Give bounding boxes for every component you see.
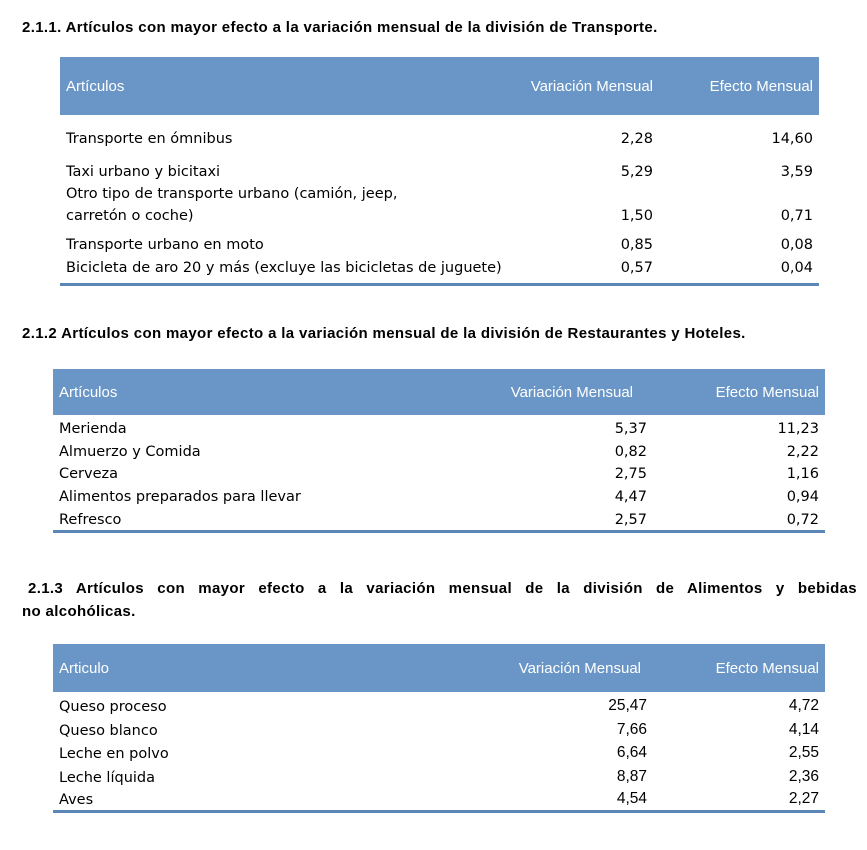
table-row	[53, 437, 825, 460]
table-row	[53, 505, 825, 531]
table-row	[53, 692, 825, 715]
item-name: Taxi urbano y bicitaxi	[66, 164, 221, 180]
monthly-variation: 2,57	[493, 505, 653, 531]
monthly-effect: 0,71	[780, 208, 813, 224]
column-header-articles: Artículos	[60, 57, 512, 115]
item-name: Queso blanco	[59, 723, 158, 739]
item-name: Transporte urbano en moto	[66, 237, 264, 253]
monthly-variation: 4,47	[614, 489, 647, 505]
monthly-variation: 6,64	[616, 744, 647, 761]
item-name: Refresco	[53, 505, 493, 531]
column-header-monthly-variation: Variación Mensual	[493, 369, 653, 415]
monthly-variation: 4,54	[493, 786, 653, 811]
monthly-effect: 4,72	[788, 697, 819, 714]
restaurants-table	[53, 369, 825, 533]
monthly-effect: 0,94	[786, 489, 819, 505]
section-3-title	[22, 577, 857, 623]
monthly-variation: 1,50	[620, 208, 653, 224]
table-row	[53, 460, 825, 482]
monthly-effect: 2,55	[788, 744, 819, 761]
monthly-effect: 2,36	[788, 768, 819, 785]
table-row	[53, 715, 825, 739]
column-header-monthly-effect: Efecto Mensual	[653, 369, 825, 415]
monthly-effect: 0,72	[653, 505, 825, 531]
monthly-effect: 14,60	[771, 131, 813, 147]
item-name: Queso proceso	[59, 699, 167, 715]
table-row	[60, 115, 819, 154]
monthly-effect: 0,04	[659, 256, 819, 284]
monthly-effect: 3,59	[780, 164, 813, 180]
section-2-title: 2.1.2 Artículos con mayor efecto a la variación mensual de la división de Restaurantes y Hoteles.	[22, 325, 746, 342]
item-name: Almuerzo y Comida	[59, 444, 201, 460]
monthly-variation: 7,66	[616, 721, 647, 738]
monthly-variation: 5,29	[620, 164, 653, 180]
monthly-variation: 8,87	[616, 768, 647, 785]
monthly-variation: 0,85	[620, 237, 653, 253]
monthly-effect: 1,16	[786, 466, 819, 482]
item-name: Cerveza	[59, 466, 119, 482]
section-3-title-line-2: no alcohólicas.	[22, 603, 136, 620]
monthly-effect: 4,14	[788, 721, 819, 738]
monthly-variation: 2,28	[620, 131, 653, 147]
monthly-effect: 11,23	[777, 421, 819, 437]
table-row	[60, 183, 819, 227]
column-header-article: Articulo	[53, 644, 493, 692]
table-row	[53, 786, 825, 811]
item-name: Transporte en ómnibus	[66, 131, 233, 147]
table-row	[60, 256, 819, 284]
section-1-title: 2.1.1. Artículos con mayor efecto a la variación mensual de la división de Transporte.	[22, 19, 658, 36]
monthly-variation: 0,82	[614, 444, 647, 460]
item-name: Otro tipo de transporte urbano (camión, jeep, carretón o coche)	[66, 186, 398, 224]
column-header-articles: Artículos	[53, 369, 493, 415]
item-name: Bicicleta de aro 20 y más (excluye las bicicletas de juguete)	[60, 256, 512, 284]
monthly-variation: 0,57	[512, 256, 659, 284]
column-header-monthly-effect: Efecto Mensual	[653, 644, 825, 692]
table-row	[53, 762, 825, 786]
monthly-effect: 2,22	[786, 444, 819, 460]
monthly-effect: 0,08	[780, 237, 813, 253]
monthly-effect: 2,27	[653, 786, 825, 811]
item-name: Alimentos preparados para llevar	[59, 489, 301, 505]
monthly-variation: 25,47	[608, 697, 647, 714]
column-header-monthly-variation: Variación Mensual	[512, 57, 659, 115]
transport-table	[60, 57, 819, 286]
food-beverages-table	[53, 644, 825, 813]
item-name: Leche en polvo	[59, 746, 169, 762]
table-row	[60, 227, 819, 256]
column-header-monthly-effect: Efecto Mensual	[659, 57, 819, 115]
monthly-variation: 2,75	[614, 466, 647, 482]
item-name: Merienda	[59, 421, 127, 437]
table-row	[60, 154, 819, 183]
item-name: Leche líquida	[59, 770, 156, 786]
monthly-variation: 5,37	[614, 421, 647, 437]
table-row	[53, 482, 825, 505]
column-header-monthly-variation: Variación Mensual	[493, 644, 653, 692]
table-row	[53, 415, 825, 437]
item-name: Aves	[53, 786, 493, 811]
table-row	[53, 739, 825, 762]
section-3-title-line-1: 2.1.3 Artículos con mayor efecto a la variación mensual de la división de Alimentos y bebidas	[28, 580, 857, 597]
